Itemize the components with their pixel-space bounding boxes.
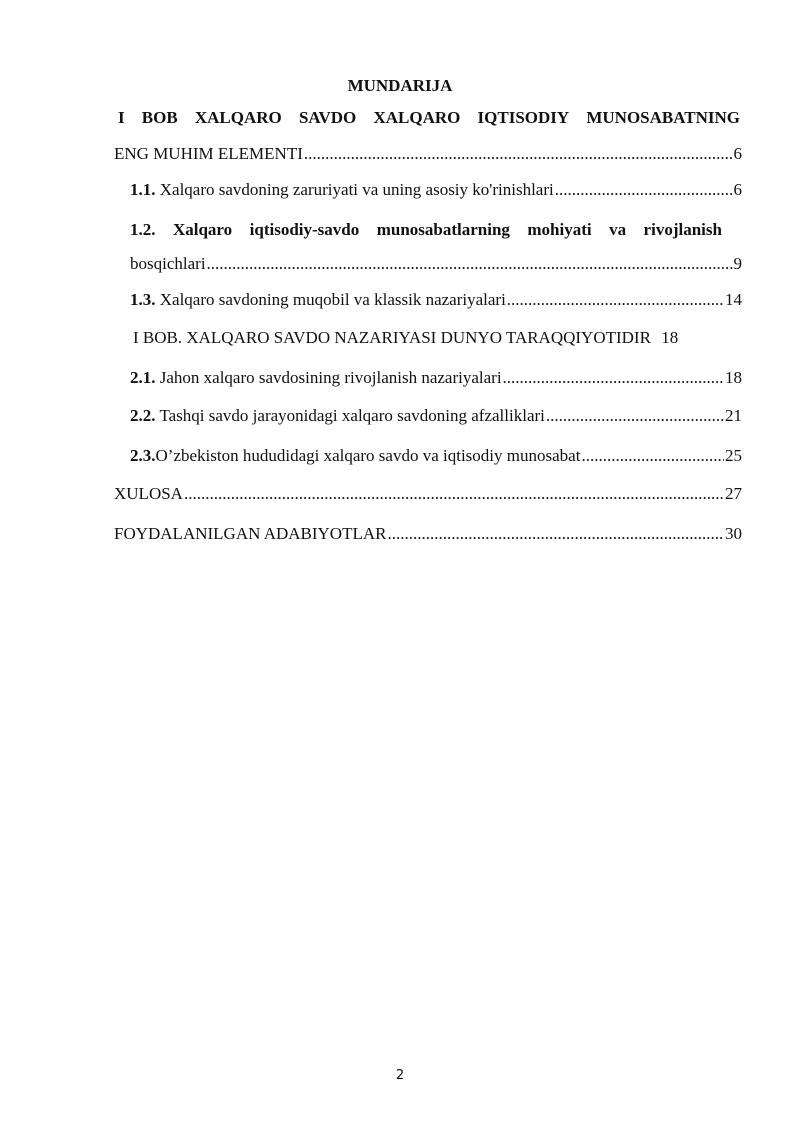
page-ref: 6	[733, 180, 742, 199]
heading-word: IQTISODIY	[477, 108, 570, 127]
chapter1-heading-cont: ENG MUHIM ELEMENTI	[114, 144, 303, 163]
section-title: Xalqaro savdoning zaruriyati va uning asosiy ko'rinishlari	[155, 180, 554, 199]
heading-word: XALQARO	[194, 108, 282, 127]
section-title-cont: bosqichlari	[130, 254, 206, 273]
dot-leader	[387, 524, 724, 544]
section-word: iqtisodiy-savdo	[249, 220, 360, 239]
heading-word: I	[118, 108, 125, 127]
toc-entry-2-1[interactable]	[130, 368, 742, 388]
toc-entry-1-2-line1[interactable]	[130, 220, 722, 240]
page-ref: 6	[733, 144, 742, 163]
section-word: Xalqaro	[172, 220, 233, 239]
dot-leader	[581, 446, 724, 466]
page-ref: 27	[725, 484, 742, 503]
toc-entry-conclusion[interactable]	[114, 484, 742, 504]
toc-entry-references[interactable]	[114, 524, 742, 544]
page-ref: 18	[725, 368, 742, 387]
heading-word: SAVDO	[298, 108, 357, 127]
section-title: O’zbekiston hududidagi xalqaro savdo va iqtisodiy munosabat	[155, 446, 581, 465]
chapter1-heading-line1	[118, 108, 740, 128]
dot-leader	[555, 180, 733, 200]
toc-entry-1-1[interactable]	[130, 180, 742, 200]
section-word: munosabatlarning	[376, 220, 510, 239]
chapter2-heading: I BOB. XALQARO SAVDO NAZARIYASI DUNYO TARAQQIYOTIDIR	[133, 328, 651, 347]
section-word: mohiyati	[527, 220, 592, 239]
conclusion-title: XULOSA	[114, 484, 183, 503]
toc-title: MUNDARIJA	[347, 76, 453, 95]
dot-leader	[503, 368, 724, 388]
section-title: Jahon xalqaro savdosining rivojlanish nazariyalari	[155, 368, 502, 387]
section-number: 1.1.	[130, 180, 156, 199]
page-ref: 30	[725, 524, 742, 543]
section-title: Xalqaro savdoning muqobil va klassik nazariyalari	[155, 290, 506, 309]
dot-leader	[184, 484, 724, 504]
section-number: 1.2.	[130, 220, 156, 239]
references-title: FOYDALANILGAN ADABIYOTLAR	[114, 524, 387, 543]
heading-word: BOB	[141, 108, 178, 127]
heading-word: XALQARO	[373, 108, 461, 127]
dot-leader	[207, 254, 733, 274]
toc-entry-2-3[interactable]	[130, 446, 742, 466]
dot-leader	[304, 144, 733, 164]
toc-entry-chapter1[interactable]	[114, 144, 742, 164]
page-ref: 25	[725, 446, 742, 465]
toc-entry-1-2-line2[interactable]	[130, 254, 742, 274]
section-word: va	[609, 220, 627, 239]
dot-leader	[507, 290, 724, 310]
section-number: 2.1.	[130, 368, 156, 387]
section-number: 1.3.	[130, 290, 156, 309]
section-title: Tashqi savdo jarayonidagi xalqaro savdoning afzalliklari	[155, 406, 545, 425]
toc-entry-chapter2[interactable]	[133, 328, 678, 348]
section-number: 2.3.	[130, 446, 156, 465]
page-ref: 14	[725, 290, 742, 309]
page-ref: 21	[725, 406, 742, 425]
page-ref: 18	[661, 328, 679, 347]
dot-leader	[546, 406, 724, 426]
page-number: 2	[395, 1068, 405, 1083]
toc-entry-2-2[interactable]	[130, 406, 742, 426]
section-number: 2.2.	[130, 406, 156, 425]
section-word: rivojlanish	[643, 220, 722, 239]
page-ref: 9	[733, 254, 742, 273]
heading-word: MUNOSABATNING	[586, 108, 740, 127]
toc-entry-1-3[interactable]	[130, 290, 742, 310]
